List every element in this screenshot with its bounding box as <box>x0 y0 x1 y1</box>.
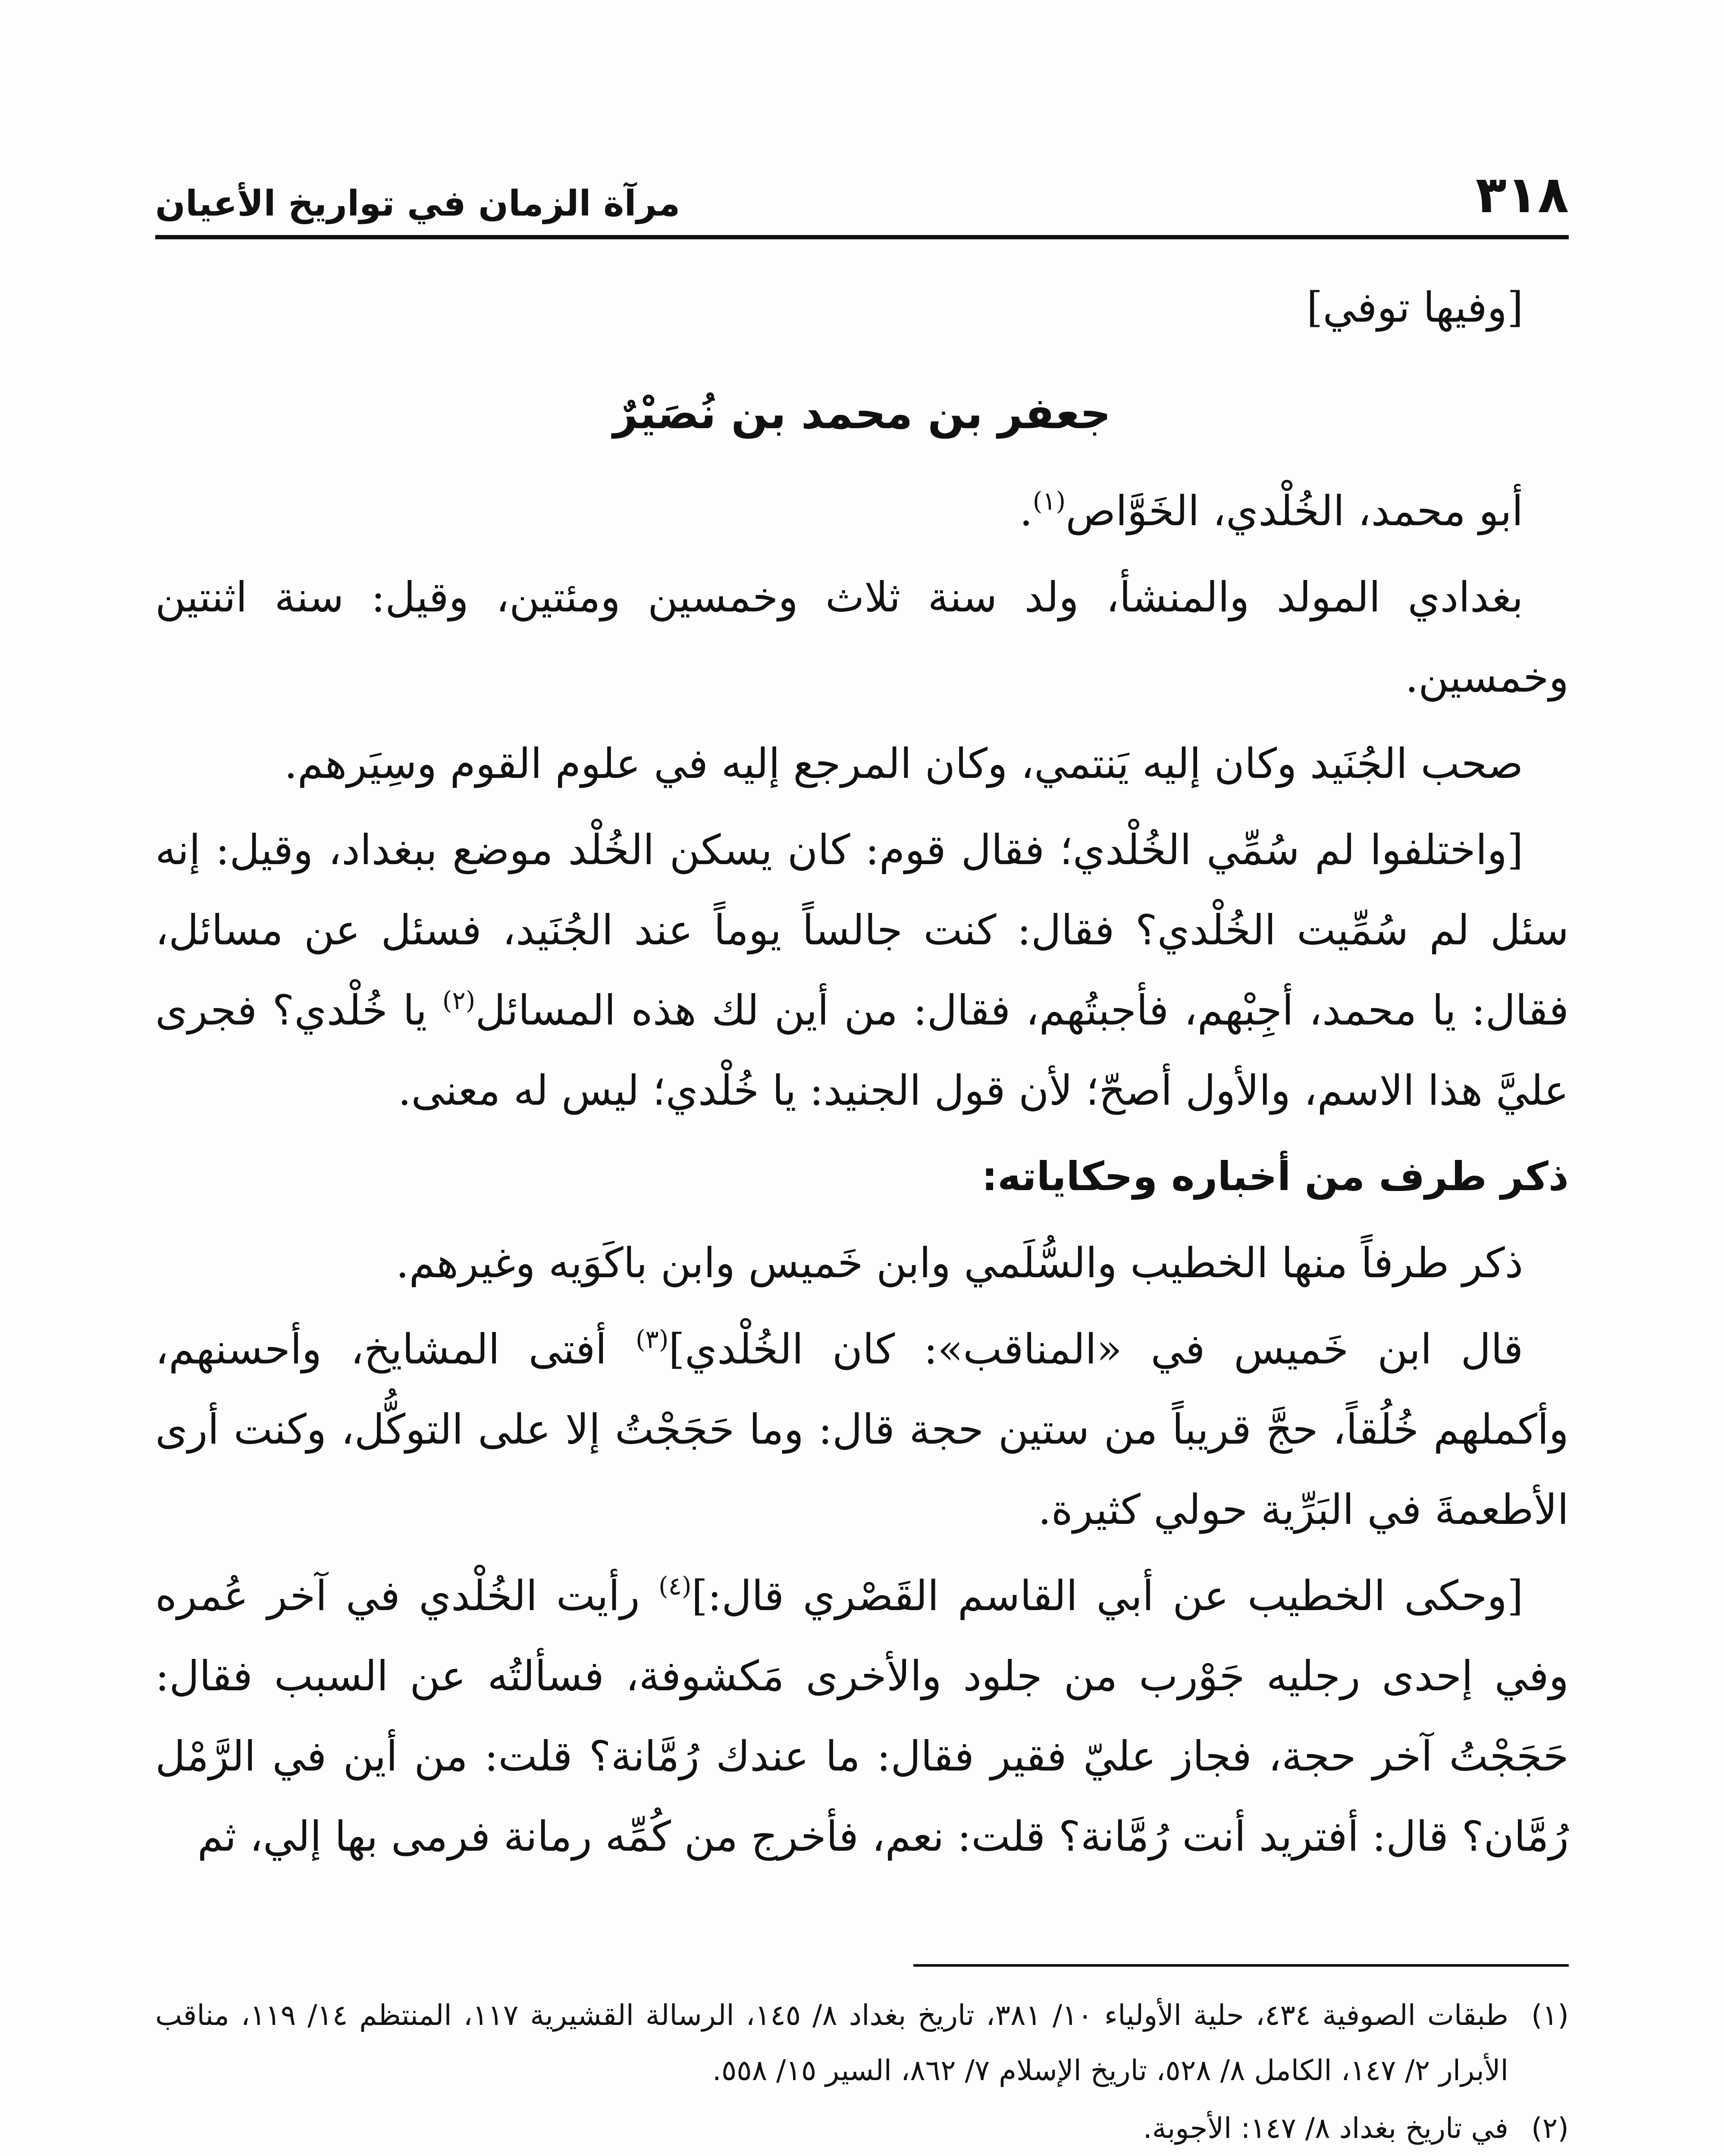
main-text <box>155 267 1569 1883</box>
kunya-text: أبو محمد، الخُلْدي، الخَوَّاص <box>1066 487 1523 535</box>
biography-heading: جعفر بن محمد بن نُصَيْرٌ <box>613 388 1111 439</box>
paragraph-manaqib <box>155 1309 1569 1550</box>
paragraph-manaqib-b: أفتى المشايخ، وأحسنهم، وأكملهم خُلُقاً، حجَّ قريباً من ستين حجة قال: وما حَجَجْتُ إلا على التوكُّل، وكنت أرى الأطعمةَ في البَرِّية حولي كثيرة. <box>155 1325 1569 1534</box>
footnote-1 <box>155 1988 1569 2098</box>
footnote-ref-4[interactable]: (٤) <box>658 1571 692 1601</box>
footnote-number: (١) <box>1531 1999 1569 2032</box>
footnote-text: طبقات الصوفية ٤٣٤، حلية الأولياء ١٠/ ٣٨١، تاريخ بغداد ٨/ ١٤٥، الرسالة القشيرية ١١٧، المنتظم ١٤/ ١١٩، مناقب الأبرار ٢/ ١٤٧، الكامل ٨/ ٥٢٨، تاريخ الإسلام ٧/ ٨٦٢، السير ١٥/ ٥٥٨. <box>155 1999 1508 2087</box>
paragraph-name-origin <box>155 810 1569 1131</box>
footnotes <box>155 1988 1569 2156</box>
paragraph-name-origin-b: يا خُلْدي؟ فجرى عليَّ هذا الاسم، والأول أصحّ؛ لأن قول الجنيد: يا خُلْدي؛ ليس له معنى. <box>155 986 1569 1115</box>
footnote-number: (٢) <box>1531 2112 1569 2145</box>
kunya-line <box>155 471 1569 551</box>
page-header <box>155 164 1569 224</box>
paragraph-qasri <box>155 1556 1569 1877</box>
running-title: مرآة الزمان في تواريخ الأعيان <box>155 183 680 224</box>
footnote-text: في تاريخ بغداد ٨/ ١٤٧: الأجوبة. <box>1143 2112 1508 2145</box>
paragraph-birth: بغدادي المولد والمنشأ، ولد سنة ثلاث وخمسين ومئتين، وقيل: سنة اثنتين وخمسين. <box>155 573 1569 702</box>
footnote-ref-1[interactable]: (١) <box>1032 486 1066 516</box>
paragraph-manaqib-a: قال ابن خَميس في «المناقب»: كان الخُلْدي] <box>668 1325 1523 1373</box>
header-rule <box>155 235 1569 239</box>
bracket-line: [وفيها توفي] <box>1307 283 1523 332</box>
footnote-rule <box>913 1964 1569 1967</box>
footnote-ref-2[interactable]: (٢) <box>442 986 476 1015</box>
paragraph-junayd: صحب الجُنَيد وكان إليه يَنتمي، وكان المرجع إليه في علوم القوم وسِيَرهم. <box>284 740 1523 788</box>
kunya-end: . <box>1019 487 1033 535</box>
footnote-2 <box>155 2101 1569 2156</box>
paragraph-qasri-a: [وحكى الخطيب عن أبي القاسم القَصْري قال:] <box>691 1572 1523 1620</box>
paragraph-qasri-b: رأيت الخُلْدي في آخر عُمره وفي إحدى رجليه جَوْرب من جلود والأخرى مَكشوفة، فسألتُه عن السبب فقال: حَجَجْتُ آخر حجة، فجاز عليّ فقير فقال: ما عندك رُمَّانة؟ قلت: من أين في الرَّمْل رُمَّان؟ قال: أفتريد أنت رُمَّانة؟ قلت: نعم، فأخرج من كُمِّه رمانة فرمى بها إلي، ثم <box>155 1572 1569 1861</box>
paragraph-name-origin-a: [واختلفوا لم سُمِّي الخُلْدي؛ فقال قوم: كان يسكن الخُلْد موضع ببغداد، وقيل: إنه سئل لم سُمِّيت الخُلْدي؟ فقال: كنت جالساً يوماً عند الجُنَيد، فسئل عن مسائل، فقال: يا محمد، أجِبْهم، فأجبتُهم، فقال: من أين لك هذه المسائل <box>155 826 1569 1034</box>
section-subheading: ذكر طرف من أخباره وحكاياته: <box>981 1153 1569 1200</box>
footnote-ref-3[interactable]: (٣) <box>636 1325 669 1354</box>
page-number: ٣١٨ <box>1475 165 1569 224</box>
paragraph-sources: ذكر طرفاً منها الخطيب والسُّلَمي وابن خَميس وابن باكَوَيه وغيرهم. <box>396 1239 1523 1287</box>
